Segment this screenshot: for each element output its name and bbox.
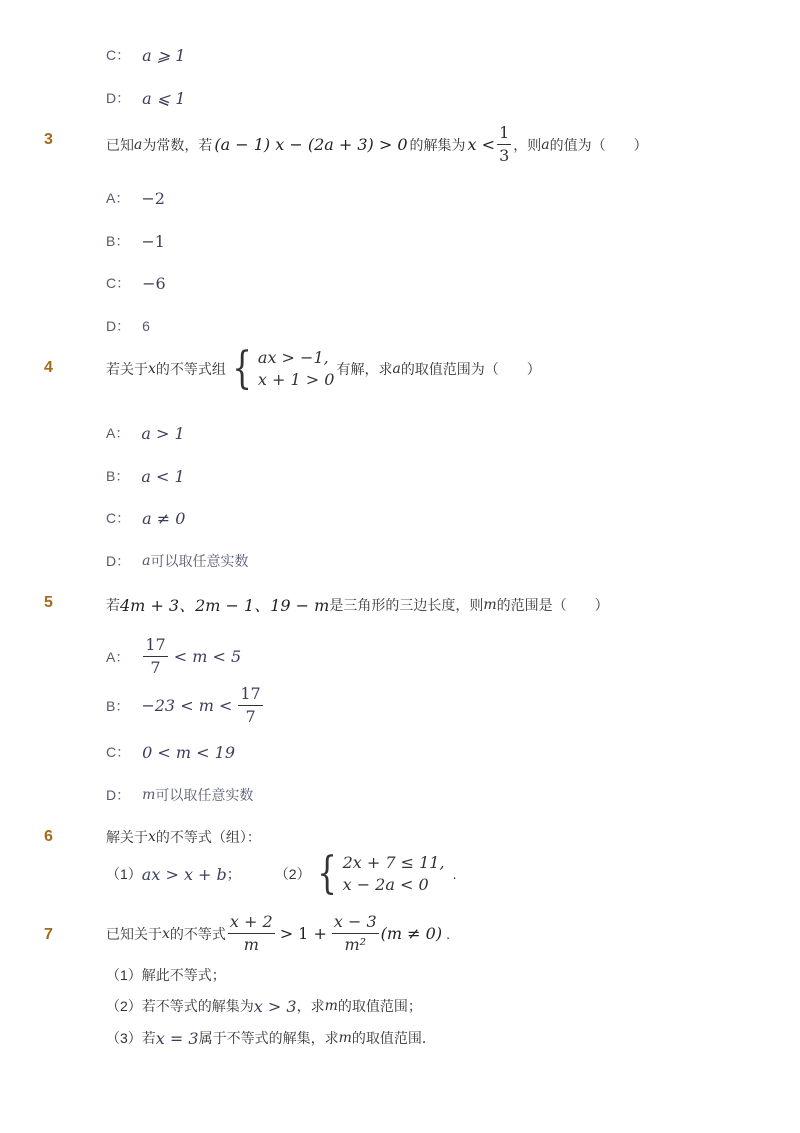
question-number: 6 <box>44 828 53 845</box>
option-label: B： <box>106 233 130 249</box>
fraction <box>143 636 167 677</box>
option-label: C： <box>106 744 131 760</box>
fraction-numerator: 1 <box>497 124 511 145</box>
q4-option-a[interactable] <box>106 423 185 443</box>
system-row: x + 1 > 0 <box>257 370 335 389</box>
sub-text: （1）解此不等式； <box>106 967 226 983</box>
q5-option-b[interactable] <box>106 685 265 726</box>
sub-text: 的取值范围． <box>351 1030 436 1046</box>
condition-expr: (m ≠ 0) <box>380 924 443 943</box>
option-expr: a ⩾ 1 <box>142 45 186 65</box>
stem-text: 是三角形的三边长度，则 <box>329 596 484 613</box>
option-label: D： <box>106 90 131 106</box>
question-number: 4 <box>44 359 53 376</box>
q7-stem <box>106 913 450 954</box>
var-m: m <box>338 1030 352 1046</box>
option-label: A： <box>106 425 130 441</box>
option-expr: < m < 5 <box>173 647 242 666</box>
option-expr: 可以取任意实数 <box>150 553 249 569</box>
option-label: C： <box>106 275 131 291</box>
part-end: ； <box>226 866 241 882</box>
q7-sub3 <box>106 1028 436 1048</box>
fraction-numerator: x − 3 <box>332 913 379 934</box>
q4-option-b[interactable] <box>106 466 185 486</box>
q3-option-d[interactable] <box>106 316 150 336</box>
fraction-denominator: 7 <box>245 707 256 726</box>
q7-sub2 <box>106 996 422 1016</box>
option-expr: 可以取任意实数 <box>155 787 254 803</box>
stem-text: 的解集为 <box>409 136 466 153</box>
sub-text: （2）若不等式的解集为 <box>106 998 254 1014</box>
stem-text: 的值为（ ） <box>549 136 648 153</box>
option-expr: −6 <box>142 273 166 293</box>
fraction <box>497 124 511 165</box>
fraction-numerator: 17 <box>143 636 167 657</box>
brace-icon: { <box>232 343 252 394</box>
var-x: x <box>148 829 156 845</box>
q2-option-c[interactable] <box>106 45 185 65</box>
option-label: A： <box>106 648 130 665</box>
stem-text: 的不等式 <box>169 925 226 942</box>
q2-option-d[interactable] <box>106 88 185 108</box>
sub-text: 的取值范围； <box>337 998 422 1014</box>
stem-text: 已知关于 <box>106 925 162 942</box>
stem-text: 的范围是（ ） <box>496 596 609 613</box>
stem-text: 的不等式（组）： <box>155 829 261 845</box>
sub-expr: x > 3 <box>253 996 297 1016</box>
option-label: A： <box>106 190 130 206</box>
q5-option-d[interactable] <box>106 785 253 805</box>
option-label: B： <box>106 697 130 714</box>
option-label: C： <box>106 510 131 526</box>
fraction-denominator: m² <box>344 935 367 954</box>
var-x: x <box>148 361 156 377</box>
part-label: （2） <box>274 866 311 882</box>
var-a: a <box>142 553 151 569</box>
q6-stem <box>106 827 261 847</box>
var-m: m <box>483 596 497 613</box>
q4-option-d[interactable] <box>106 551 248 571</box>
stem-end: . <box>446 925 450 942</box>
inequality-expr: (a − 1) x − (2a + 3) > 0 <box>214 135 408 154</box>
system-row: 2x + 7 ≤ 11, <box>342 853 445 872</box>
var-x: x < <box>467 135 496 154</box>
option-expr: −1 <box>141 231 165 251</box>
part-label: （1） <box>106 866 142 882</box>
system-row: ax > −1, <box>257 348 329 367</box>
fraction-denominator: 3 <box>499 146 510 165</box>
option-expr: 0 < m < 19 <box>142 742 235 762</box>
var-a: a <box>134 136 143 153</box>
inequality-system <box>313 848 445 899</box>
q3-option-b[interactable] <box>106 231 165 251</box>
var-a: a <box>541 136 550 153</box>
inequality-system <box>228 343 335 394</box>
option-expr: 6 <box>142 318 150 334</box>
sides-expr: 4m + 3、2m − 1、19 − m <box>120 596 330 615</box>
var-x: x <box>162 925 170 942</box>
system-row: x − 2a < 0 <box>342 875 429 894</box>
q5-stem <box>106 593 609 616</box>
option-expr: −23 < m < <box>141 696 233 715</box>
fraction-denominator: m <box>243 935 259 954</box>
option-expr: a < 1 <box>141 466 185 486</box>
sub-text: 属于不等式的解集，求 <box>198 1030 339 1046</box>
q4-stem <box>106 343 541 394</box>
q6-parts <box>106 848 457 899</box>
q3-option-c[interactable] <box>106 273 166 293</box>
stem-text: ，则 <box>513 136 542 153</box>
stem-text: 有解，求 <box>336 361 393 377</box>
sub-text: ，求 <box>296 998 325 1014</box>
brace-icon: { <box>316 848 337 899</box>
var-m: m <box>142 787 156 803</box>
fraction <box>332 913 379 954</box>
question-number: 5 <box>44 594 53 611</box>
fraction-numerator: x + 2 <box>228 913 275 934</box>
fraction <box>228 913 275 954</box>
question-number: 3 <box>44 131 53 148</box>
option-label: D： <box>106 787 131 803</box>
option-label: C： <box>106 47 131 63</box>
option-expr: −2 <box>141 188 165 208</box>
stem-text: 解关于 <box>106 829 148 845</box>
fraction-denominator: 7 <box>150 658 161 677</box>
option-label: D： <box>106 553 131 569</box>
stem-text: 为常数，若 <box>142 136 213 153</box>
var-m: m <box>324 998 338 1014</box>
option-expr: a > 1 <box>141 423 185 443</box>
question-number: 7 <box>44 926 53 943</box>
q3-stem <box>106 124 648 165</box>
q7-sub1 <box>106 965 226 985</box>
option-label: B： <box>106 468 130 484</box>
var-a: a <box>392 361 401 377</box>
stem-text: 已知 <box>106 136 134 153</box>
q3-option-a[interactable] <box>106 188 165 208</box>
q4-option-c[interactable] <box>106 508 185 528</box>
part-expr: ax > x + b <box>141 864 227 884</box>
stem-text: 的取值范围为（ ） <box>400 361 541 377</box>
option-label: D： <box>106 318 131 334</box>
fraction-numerator: 17 <box>238 685 262 706</box>
q5-option-c[interactable] <box>106 742 235 762</box>
operator-expr: > 1 + <box>279 924 327 943</box>
stem-text: 若 <box>106 596 120 613</box>
sub-expr: x = 3 <box>155 1028 199 1048</box>
stem-text: 若关于 <box>106 361 148 377</box>
q5-option-a[interactable] <box>106 636 241 677</box>
part-end: . <box>452 866 457 882</box>
fraction <box>238 685 262 726</box>
option-expr: a ⩽ 1 <box>142 88 186 108</box>
sub-text: （3）若 <box>106 1030 156 1046</box>
option-expr: a ≠ 0 <box>142 508 186 528</box>
stem-text: 的不等式组 <box>155 361 226 377</box>
